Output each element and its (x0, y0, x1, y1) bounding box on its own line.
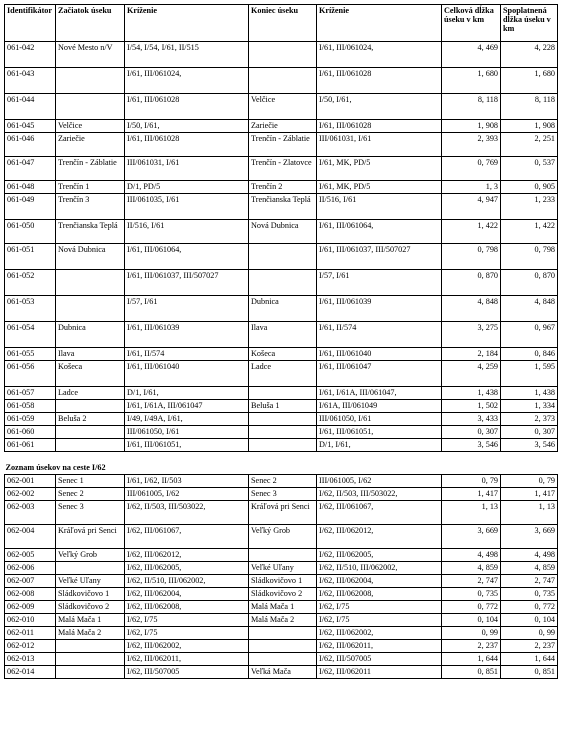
cell-end: Veľká Mača (249, 666, 317, 679)
cell-total-length: 0, 307 (442, 426, 501, 439)
cell-end (249, 653, 317, 666)
cell-start (56, 640, 125, 653)
cell-crossing-2: I/62, II/503, III/503022, (317, 488, 442, 501)
cell-crossing-2: I/61, III/061028 (317, 120, 442, 133)
table-row (5, 387, 558, 400)
cell-total-length: 3, 546 (442, 439, 501, 452)
cell-crossing-1: I/61, II/574 (125, 348, 249, 361)
table-row (5, 361, 558, 387)
cell-total-length: 4, 469 (442, 42, 501, 68)
document-page (4, 4, 557, 679)
cell-end: Ladce (249, 361, 317, 387)
cell-toll-length: 0, 537 (501, 157, 558, 181)
cell-crossing-1: I/61, III/061028 (125, 133, 249, 157)
cell-crossing-1: I/61, III/061039 (125, 322, 249, 348)
cell-start (56, 666, 125, 679)
cell-crossing-1: III/061035, I/61 (125, 194, 249, 220)
cell-total-length: 1, 417 (442, 488, 501, 501)
cell-total-length: 1, 502 (442, 400, 501, 413)
cell-end: Sládkovičovo 1 (249, 575, 317, 588)
cell-end: Beluša 1 (249, 400, 317, 413)
table-row (5, 627, 558, 640)
cell-end: Ilava (249, 322, 317, 348)
table-row (5, 575, 558, 588)
cell-crossing-2: I/61A, III/061049 (317, 400, 442, 413)
cell-crossing-1: I/62, III/061067, (125, 525, 249, 549)
section-heading-group (5, 452, 558, 475)
cell-end: Zariečie (249, 120, 317, 133)
cell-identifier: 061-045 (5, 120, 56, 133)
cell-end: Nová Dubnica (249, 220, 317, 244)
table-row (5, 42, 558, 68)
cell-toll-length: 4, 859 (501, 562, 558, 575)
table-row (5, 653, 558, 666)
cell-start (56, 270, 125, 296)
cell-end: Košeca (249, 348, 317, 361)
cell-identifier: 061-049 (5, 194, 56, 220)
cell-total-length: 1, 3 (442, 181, 501, 194)
cell-crossing-2: I/62, III/507005 (317, 653, 442, 666)
table-row (5, 94, 558, 120)
cell-end: Dubnica (249, 296, 317, 322)
cell-crossing-1: I/62, III/062004, (125, 588, 249, 601)
cell-crossing-1: I/57, I/61 (125, 296, 249, 322)
cell-crossing-1: I/61, I/61A, III/061047 (125, 400, 249, 413)
cell-total-length: 0, 735 (442, 588, 501, 601)
cell-crossing-2: I/61, MK, PD/5 (317, 157, 442, 181)
cell-start: Zariečie (56, 133, 125, 157)
cell-crossing-2: I/61, II/574 (317, 322, 442, 348)
cell-toll-length: 0, 99 (501, 627, 558, 640)
header-end: Koniec úseku (249, 5, 317, 42)
header-start: Začiatok úseku (56, 5, 125, 42)
cell-identifier: 062-013 (5, 653, 56, 666)
cell-crossing-1: D/1, I/61, (125, 387, 249, 400)
cell-total-length: 4, 498 (442, 549, 501, 562)
cell-crossing-1: I/61, III/061051, (125, 439, 249, 452)
cell-end (249, 549, 317, 562)
cell-start: Nová Dubnica (56, 244, 125, 270)
cell-start (56, 94, 125, 120)
table-row (5, 296, 558, 322)
cell-end (249, 413, 317, 426)
cell-crossing-2: III/061005, I/62 (317, 475, 442, 488)
cell-crossing-2: I/61, I/61A, III/061047, (317, 387, 442, 400)
cell-end: Kráľová pri Senci (249, 501, 317, 525)
cell-identifier: 061-053 (5, 296, 56, 322)
cell-identifier: 062-004 (5, 525, 56, 549)
cell-toll-length: 2, 747 (501, 575, 558, 588)
cell-crossing-2: I/62, III/062012, (317, 525, 442, 549)
cell-identifier: 062-005 (5, 549, 56, 562)
cell-crossing-1: III/061005, I/62 (125, 488, 249, 501)
cell-total-length: 1, 13 (442, 501, 501, 525)
cell-start (56, 439, 125, 452)
cell-crossing-1: D/1, PD/5 (125, 181, 249, 194)
cell-crossing-2: D/1, I/61, (317, 439, 442, 452)
cell-start (56, 296, 125, 322)
cell-crossing-1: I/62, III/062002, (125, 640, 249, 653)
cell-crossing-2: I/62, III/062002, (317, 627, 442, 640)
cell-start: Trenčianska Teplá (56, 220, 125, 244)
cell-crossing-1: III/061050, I/61 (125, 426, 249, 439)
table-row (5, 133, 558, 157)
cell-identifier: 062-012 (5, 640, 56, 653)
cell-toll-length: 0, 735 (501, 588, 558, 601)
cell-end: Trenčín - Záblatie (249, 133, 317, 157)
cell-crossing-2: III/061031, I/61 (317, 133, 442, 157)
cell-crossing-2: I/62, III/061067, (317, 501, 442, 525)
cell-start: Senec 2 (56, 488, 125, 501)
section-list-i61 (5, 42, 558, 452)
cell-toll-length: 0, 772 (501, 601, 558, 614)
cell-total-length: 0, 769 (442, 157, 501, 181)
cell-toll-length: 1, 644 (501, 653, 558, 666)
cell-crossing-1: I/62, II/510, III/062002, (125, 575, 249, 588)
cell-start (56, 653, 125, 666)
cell-end: Malá Mača 2 (249, 614, 317, 627)
cell-total-length: 0, 851 (442, 666, 501, 679)
cell-identifier: 061-060 (5, 426, 56, 439)
cell-start (56, 426, 125, 439)
cell-total-length: 4, 859 (442, 562, 501, 575)
cell-start: Veľké Uľany (56, 575, 125, 588)
header-crossing-1: Kríženie (125, 5, 249, 42)
table-row (5, 640, 558, 653)
cell-crossing-1: I/62, I/75 (125, 627, 249, 640)
cell-toll-length: 1, 233 (501, 194, 558, 220)
cell-crossing-1: I/50, I/61, (125, 120, 249, 133)
table-row (5, 439, 558, 452)
cell-start: Veľký Grob (56, 549, 125, 562)
cell-total-length: 4, 848 (442, 296, 501, 322)
cell-start: Beluša 2 (56, 413, 125, 426)
cell-toll-length: 0, 851 (501, 666, 558, 679)
cell-toll-length: 0, 79 (501, 475, 558, 488)
cell-crossing-2: I/61, III/061037, III/507027 (317, 244, 442, 270)
cell-crossing-1: I/62, III/062012, (125, 549, 249, 562)
cell-end (249, 42, 317, 68)
cell-end (249, 426, 317, 439)
cell-end: Trenčín - Zlatovce (249, 157, 317, 181)
cell-toll-length: 2, 237 (501, 640, 558, 653)
cell-crossing-2: III/061050, I/61 (317, 413, 442, 426)
header-toll-length: Spoplatnená dĺžka úseku v km (501, 5, 558, 42)
cell-total-length: 2, 747 (442, 575, 501, 588)
cell-identifier: 061-044 (5, 94, 56, 120)
cell-crossing-2: I/62, III/062008, (317, 588, 442, 601)
table-row (5, 348, 558, 361)
cell-crossing-2: I/61, MK, PD/5 (317, 181, 442, 194)
cell-crossing-1: I/49, I/49A, I/61, (125, 413, 249, 426)
cell-total-length: 0, 870 (442, 270, 501, 296)
cell-total-length: 0, 772 (442, 601, 501, 614)
cell-crossing-2: I/61, III/061024, (317, 42, 442, 68)
cell-start: Trenčín - Záblatie (56, 157, 125, 181)
cell-crossing-1: I/62, II/503, III/503022, (125, 501, 249, 525)
cell-end (249, 627, 317, 640)
cell-crossing-2: I/62, III/062004, (317, 575, 442, 588)
cell-identifier: 062-003 (5, 501, 56, 525)
table-row (5, 488, 558, 501)
table-row (5, 194, 558, 220)
cell-identifier: 062-002 (5, 488, 56, 501)
table-row (5, 68, 558, 94)
cell-crossing-2: I/62, II/510, III/062002, (317, 562, 442, 575)
cell-end (249, 439, 317, 452)
cell-toll-length: 4, 848 (501, 296, 558, 322)
cell-toll-length: 2, 373 (501, 413, 558, 426)
table-row (5, 400, 558, 413)
cell-start: Košeca (56, 361, 125, 387)
table-row (5, 525, 558, 549)
header-crossing-2: Kríženie (317, 5, 442, 42)
cell-toll-length: 1, 334 (501, 400, 558, 413)
cell-crossing-2: I/61, III/061028 (317, 68, 442, 94)
cell-toll-length: 0, 846 (501, 348, 558, 361)
table-row (5, 501, 558, 525)
cell-identifier: 061-058 (5, 400, 56, 413)
cell-total-length: 0, 99 (442, 627, 501, 640)
cell-crossing-2: I/57, I/61 (317, 270, 442, 296)
cell-toll-length: 3, 669 (501, 525, 558, 549)
cell-start: Trenčín 1 (56, 181, 125, 194)
cell-identifier: 061-048 (5, 181, 56, 194)
cell-crossing-2: I/62, III/062005, (317, 549, 442, 562)
cell-total-length: 4, 259 (442, 361, 501, 387)
cell-toll-length: 1, 680 (501, 68, 558, 94)
table-row (5, 220, 558, 244)
cell-start: Ilava (56, 348, 125, 361)
cell-identifier: 061-057 (5, 387, 56, 400)
cell-start (56, 562, 125, 575)
header-identifier: Identifikátor (5, 5, 56, 42)
cell-total-length: 3, 669 (442, 525, 501, 549)
table-row (5, 270, 558, 296)
cell-end: Senec 2 (249, 475, 317, 488)
cell-total-length: 3, 433 (442, 413, 501, 426)
cell-identifier: 061-046 (5, 133, 56, 157)
cell-start: Velčice (56, 120, 125, 133)
table-row (5, 322, 558, 348)
cell-toll-length: 1, 908 (501, 120, 558, 133)
cell-identifier: 061-059 (5, 413, 56, 426)
section-heading-row (5, 455, 558, 475)
cell-crossing-2: II/516, I/61 (317, 194, 442, 220)
cell-toll-length: 1, 422 (501, 220, 558, 244)
cell-identifier: 062-014 (5, 666, 56, 679)
section-title: Zoznam úsekov na ceste I/62 (5, 463, 106, 472)
cell-identifier: 061-052 (5, 270, 56, 296)
table-row (5, 601, 558, 614)
cell-start: Malá Mača 2 (56, 627, 125, 640)
cell-crossing-2: I/62, III/062011 (317, 666, 442, 679)
cell-total-length: 2, 393 (442, 133, 501, 157)
cell-identifier: 062-007 (5, 575, 56, 588)
cell-total-length: 0, 798 (442, 244, 501, 270)
cell-end (249, 270, 317, 296)
cell-crossing-1: I/62, I/75 (125, 614, 249, 627)
cell-toll-length: 1, 595 (501, 361, 558, 387)
cell-total-length: 1, 680 (442, 68, 501, 94)
header-row (5, 5, 558, 42)
cell-end: Trenčín 2 (249, 181, 317, 194)
table-row (5, 181, 558, 194)
cell-toll-length: 4, 228 (501, 42, 558, 68)
cell-toll-length: 0, 905 (501, 181, 558, 194)
cell-toll-length: 0, 798 (501, 244, 558, 270)
cell-start: Senec 3 (56, 501, 125, 525)
table-row (5, 562, 558, 575)
cell-identifier: 061-050 (5, 220, 56, 244)
cell-start (56, 400, 125, 413)
cell-crossing-1: I/62, III/062011, (125, 653, 249, 666)
cell-total-length: 0, 104 (442, 614, 501, 627)
cell-toll-length: 4, 498 (501, 549, 558, 562)
cell-crossing-1: I/62, III/062008, (125, 601, 249, 614)
cell-total-length: 8, 118 (442, 94, 501, 120)
cell-start: Sládkovičovo 1 (56, 588, 125, 601)
table-row (5, 549, 558, 562)
cell-end (249, 68, 317, 94)
cell-identifier: 061-042 (5, 42, 56, 68)
cell-start: Ladce (56, 387, 125, 400)
table-row (5, 426, 558, 439)
cell-crossing-1: I/61, I/62, II/503 (125, 475, 249, 488)
cell-start: Malá Mača 1 (56, 614, 125, 627)
table-row (5, 475, 558, 488)
cell-start: Kráľová pri Senci (56, 525, 125, 549)
table-row (5, 614, 558, 627)
cell-total-length: 1, 908 (442, 120, 501, 133)
cell-crossing-1: I/61, III/061040 (125, 361, 249, 387)
table-row (5, 588, 558, 601)
cell-identifier: 062-001 (5, 475, 56, 488)
cell-toll-length: 8, 118 (501, 94, 558, 120)
cell-crossing-2: I/62, I/75 (317, 601, 442, 614)
road-sections-table (4, 4, 558, 679)
cell-identifier: 061-061 (5, 439, 56, 452)
cell-total-length: 0, 79 (442, 475, 501, 488)
cell-toll-length: 3, 546 (501, 439, 558, 452)
cell-toll-length: 0, 104 (501, 614, 558, 627)
cell-total-length: 1, 422 (442, 220, 501, 244)
cell-crossing-1: I/61, III/061024, (125, 68, 249, 94)
cell-identifier: 061-043 (5, 68, 56, 94)
cell-crossing-1: I/54, I/54, I/61, II/515 (125, 42, 249, 68)
cell-identifier: 062-009 (5, 601, 56, 614)
cell-end (249, 640, 317, 653)
cell-total-length: 2, 184 (442, 348, 501, 361)
cell-crossing-2: I/62, III/062011, (317, 640, 442, 653)
cell-identifier: 061-056 (5, 361, 56, 387)
cell-end: Veľký Grob (249, 525, 317, 549)
cell-crossing-1: I/62, III/062005, (125, 562, 249, 575)
cell-identifier: 062-011 (5, 627, 56, 640)
cell-start: Senec 1 (56, 475, 125, 488)
table-row (5, 666, 558, 679)
table-row (5, 157, 558, 181)
cell-identifier: 061-054 (5, 322, 56, 348)
table-row (5, 413, 558, 426)
header-total-length: Celková dĺžka úseku v km (442, 5, 501, 42)
cell-end: Trenčianska Teplá (249, 194, 317, 220)
cell-crossing-1: III/061031, I/61 (125, 157, 249, 181)
cell-toll-length: 0, 967 (501, 322, 558, 348)
cell-crossing-2: I/61, III/061047 (317, 361, 442, 387)
cell-total-length: 4, 947 (442, 194, 501, 220)
cell-crossing-2: I/61, III/061040 (317, 348, 442, 361)
cell-toll-length: 2, 251 (501, 133, 558, 157)
cell-start: Nové Mesto n/V (56, 42, 125, 68)
cell-crossing-1: II/516, I/61 (125, 220, 249, 244)
cell-crossing-1: I/61, III/061028 (125, 94, 249, 120)
cell-toll-length: 1, 417 (501, 488, 558, 501)
cell-toll-length: 1, 13 (501, 501, 558, 525)
cell-toll-length: 1, 438 (501, 387, 558, 400)
cell-identifier: 062-008 (5, 588, 56, 601)
cell-crossing-2: I/61, III/061051, (317, 426, 442, 439)
cell-start: Dubnica (56, 322, 125, 348)
cell-toll-length: 0, 870 (501, 270, 558, 296)
cell-identifier: 061-047 (5, 157, 56, 181)
cell-start: Trenčín 3 (56, 194, 125, 220)
cell-end: Malá Mača 1 (249, 601, 317, 614)
cell-start: Sládkovičovo 2 (56, 601, 125, 614)
cell-total-length: 2, 237 (442, 640, 501, 653)
cell-end (249, 244, 317, 270)
cell-end: Veľké Uľany (249, 562, 317, 575)
cell-end: Senec 3 (249, 488, 317, 501)
table-row (5, 244, 558, 270)
table-row (5, 120, 558, 133)
cell-end: Velčice (249, 94, 317, 120)
cell-total-length: 1, 644 (442, 653, 501, 666)
cell-identifier: 062-006 (5, 562, 56, 575)
cell-total-length: 3, 275 (442, 322, 501, 348)
cell-crossing-2: I/62, I/75 (317, 614, 442, 627)
cell-crossing-1: I/61, III/061037, III/507027 (125, 270, 249, 296)
cell-crossing-2: I/61, III/061039 (317, 296, 442, 322)
cell-identifier: 061-055 (5, 348, 56, 361)
cell-toll-length: 0, 307 (501, 426, 558, 439)
cell-crossing-1: I/62, III/507005 (125, 666, 249, 679)
cell-crossing-2: I/61, III/061064, (317, 220, 442, 244)
section-list-i62 (5, 475, 558, 679)
cell-crossing-2: I/50, I/61, (317, 94, 442, 120)
cell-end: Sládkovičovo 2 (249, 588, 317, 601)
cell-total-length: 1, 438 (442, 387, 501, 400)
cell-start (56, 68, 125, 94)
cell-identifier: 062-010 (5, 614, 56, 627)
cell-crossing-1: I/61, III/061064, (125, 244, 249, 270)
cell-end (249, 387, 317, 400)
cell-identifier: 061-051 (5, 244, 56, 270)
